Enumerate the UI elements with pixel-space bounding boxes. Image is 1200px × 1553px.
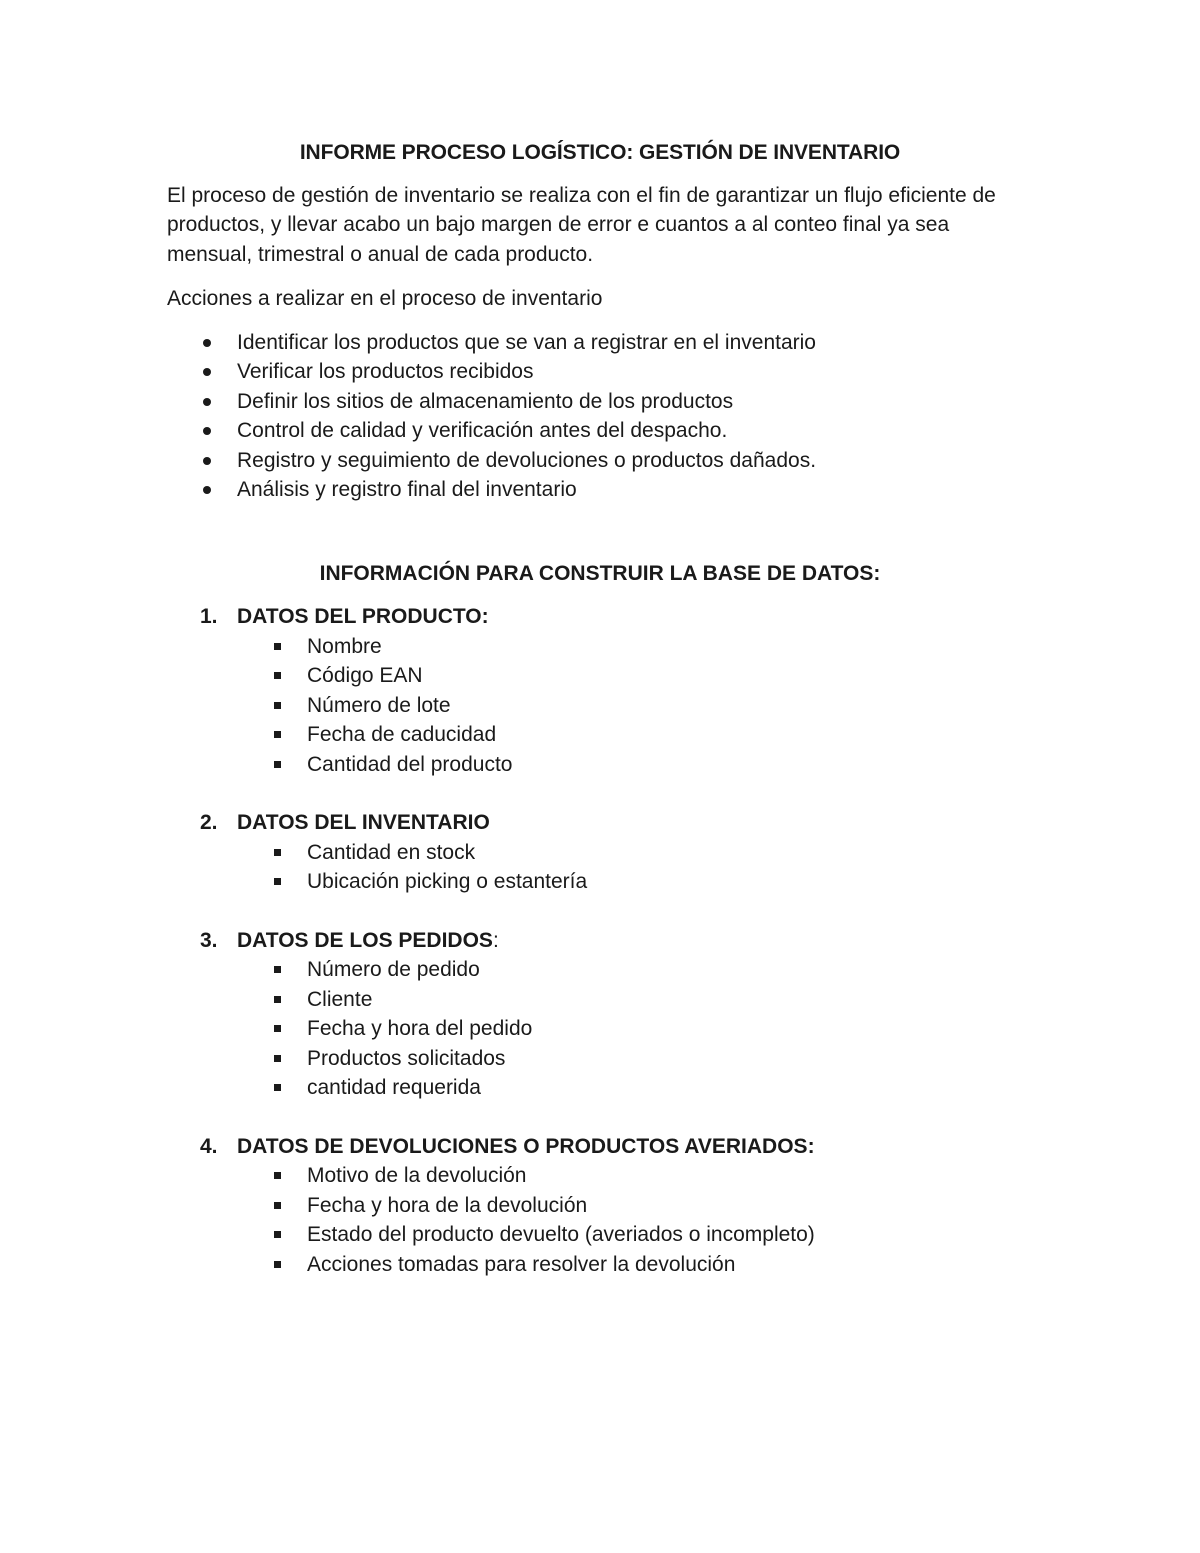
section-item xyxy=(167,867,1033,897)
section-heading-text: DATOS DE DEVOLUCIONES O PRODUCTOS AVERIADOS: xyxy=(237,1134,815,1158)
section-item-text: Ubicación picking o estantería xyxy=(307,870,588,893)
section-heading xyxy=(167,602,1033,632)
bullet-icon xyxy=(203,368,211,376)
action-item-text: Registro y seguimiento de devoluciones o productos dañados. xyxy=(237,448,817,472)
section-item xyxy=(167,750,1033,780)
section-item xyxy=(167,632,1033,662)
section-returns xyxy=(167,1132,1033,1280)
square-bullet-icon xyxy=(274,966,281,973)
section-item-text: Número de lote xyxy=(307,693,451,717)
section-number: 4. xyxy=(200,1134,218,1158)
section-item-text: Fecha y hora de la devolución xyxy=(307,1193,588,1217)
document-content xyxy=(167,138,1033,1279)
section-item-text: Productos solicitados xyxy=(307,1046,506,1070)
section-item xyxy=(167,838,1033,868)
square-bullet-icon xyxy=(274,643,281,650)
section-item-text: Fecha y hora del pedido xyxy=(307,1017,533,1040)
section-item xyxy=(167,955,1033,985)
square-bullet-icon xyxy=(274,996,281,1003)
document-title: INFORME PROCESO LOGÍSTICO: GESTIÓN DE INVENTARIO xyxy=(299,141,901,164)
section-item xyxy=(167,1220,1033,1250)
section-item xyxy=(167,985,1033,1015)
intro-paragraph: El proceso de gestión de inventario se realiza con el fin de garantizar un flujo eficiente de productos, y llevar acabo un bajo margen de error e cuantos a al conteo final ya sea mensual, trimestral o anual de cada producto. xyxy=(167,183,996,266)
section-number: 3. xyxy=(200,928,218,952)
section-heading-text: DATOS DE LOS PEDIDOS xyxy=(237,928,493,952)
section-item-text: Fecha de caducidad xyxy=(307,723,497,746)
section-item xyxy=(167,691,1033,721)
database-sections xyxy=(167,602,1033,1279)
square-bullet-icon xyxy=(274,849,281,856)
actions-list xyxy=(167,328,1033,505)
section-item xyxy=(167,1073,1033,1103)
square-bullet-icon xyxy=(274,1055,281,1062)
square-bullet-icon xyxy=(274,1025,281,1032)
action-item xyxy=(167,328,1033,358)
section-item xyxy=(167,1014,1033,1044)
database-heading: INFORMACIÓN PARA CONSTRUIR LA BASE DE DATOS: xyxy=(319,561,881,585)
section-heading-suffix: : xyxy=(492,928,499,952)
section-item-text: Acciones tomadas para resolver la devolución xyxy=(307,1252,736,1276)
section-item-text: Nombre xyxy=(307,634,382,658)
square-bullet-icon xyxy=(274,702,281,709)
section-item-text: Cantidad en stock xyxy=(307,840,476,864)
section-number: 1. xyxy=(200,605,218,628)
square-bullet-icon xyxy=(274,731,281,738)
section-items xyxy=(167,955,1033,1103)
bullet-icon xyxy=(203,427,211,435)
action-item-text: Definir los sitios de almacenamiento de los productos xyxy=(237,389,734,413)
section-heading xyxy=(167,926,1033,956)
bullet-icon xyxy=(203,398,211,406)
section-item-text: Número de pedido xyxy=(307,958,480,981)
section-number: 2. xyxy=(200,811,218,834)
action-item xyxy=(167,387,1033,417)
square-bullet-icon xyxy=(274,672,281,679)
section-inventory xyxy=(167,808,1033,897)
section-items xyxy=(167,632,1033,780)
section-items xyxy=(167,1161,1033,1279)
action-item xyxy=(167,446,1033,476)
section-item xyxy=(167,1191,1033,1221)
square-bullet-icon xyxy=(274,1172,281,1179)
section-item xyxy=(167,1161,1033,1191)
section-heading xyxy=(167,808,1033,838)
section-item xyxy=(167,661,1033,691)
square-bullet-icon xyxy=(274,878,281,885)
section-item-text: Estado del producto devuelto (averiados o incompleto) xyxy=(307,1223,815,1246)
square-bullet-icon xyxy=(274,1202,281,1209)
section-item xyxy=(167,720,1033,750)
action-item xyxy=(167,357,1033,387)
actions-heading: Acciones a realizar en el proceso de inventario xyxy=(167,287,603,310)
action-item xyxy=(167,475,1033,505)
section-product xyxy=(167,602,1033,779)
section-orders xyxy=(167,926,1033,1103)
action-item-text: Control de calidad y verificación antes del despacho. xyxy=(237,419,728,442)
square-bullet-icon xyxy=(274,1084,281,1091)
section-item xyxy=(167,1250,1033,1280)
bullet-icon xyxy=(203,486,211,494)
square-bullet-icon xyxy=(274,761,281,768)
bullet-icon xyxy=(203,339,211,347)
action-item-text: Verificar los productos recibidos xyxy=(237,360,534,383)
action-item-text: Análisis y registro final del inventario xyxy=(237,478,577,501)
square-bullet-icon xyxy=(274,1261,281,1268)
action-item xyxy=(167,416,1033,446)
section-item-text: Código EAN xyxy=(307,664,423,687)
section-item xyxy=(167,1044,1033,1074)
section-heading-text: DATOS DEL INVENTARIO xyxy=(237,811,490,834)
bullet-icon xyxy=(203,457,211,465)
section-item-text: Motivo de la devolución xyxy=(307,1164,527,1187)
section-items xyxy=(167,838,1033,897)
section-heading xyxy=(167,1132,1033,1162)
section-item-text: cantidad requerida xyxy=(307,1076,481,1099)
action-item-text: Identificar los productos que se van a registrar en el inventario xyxy=(237,330,816,354)
section-item-text: Cliente xyxy=(307,987,373,1011)
section-heading-text: DATOS DEL PRODUCTO: xyxy=(237,605,489,628)
square-bullet-icon xyxy=(274,1231,281,1238)
section-item-text: Cantidad del producto xyxy=(307,752,513,776)
